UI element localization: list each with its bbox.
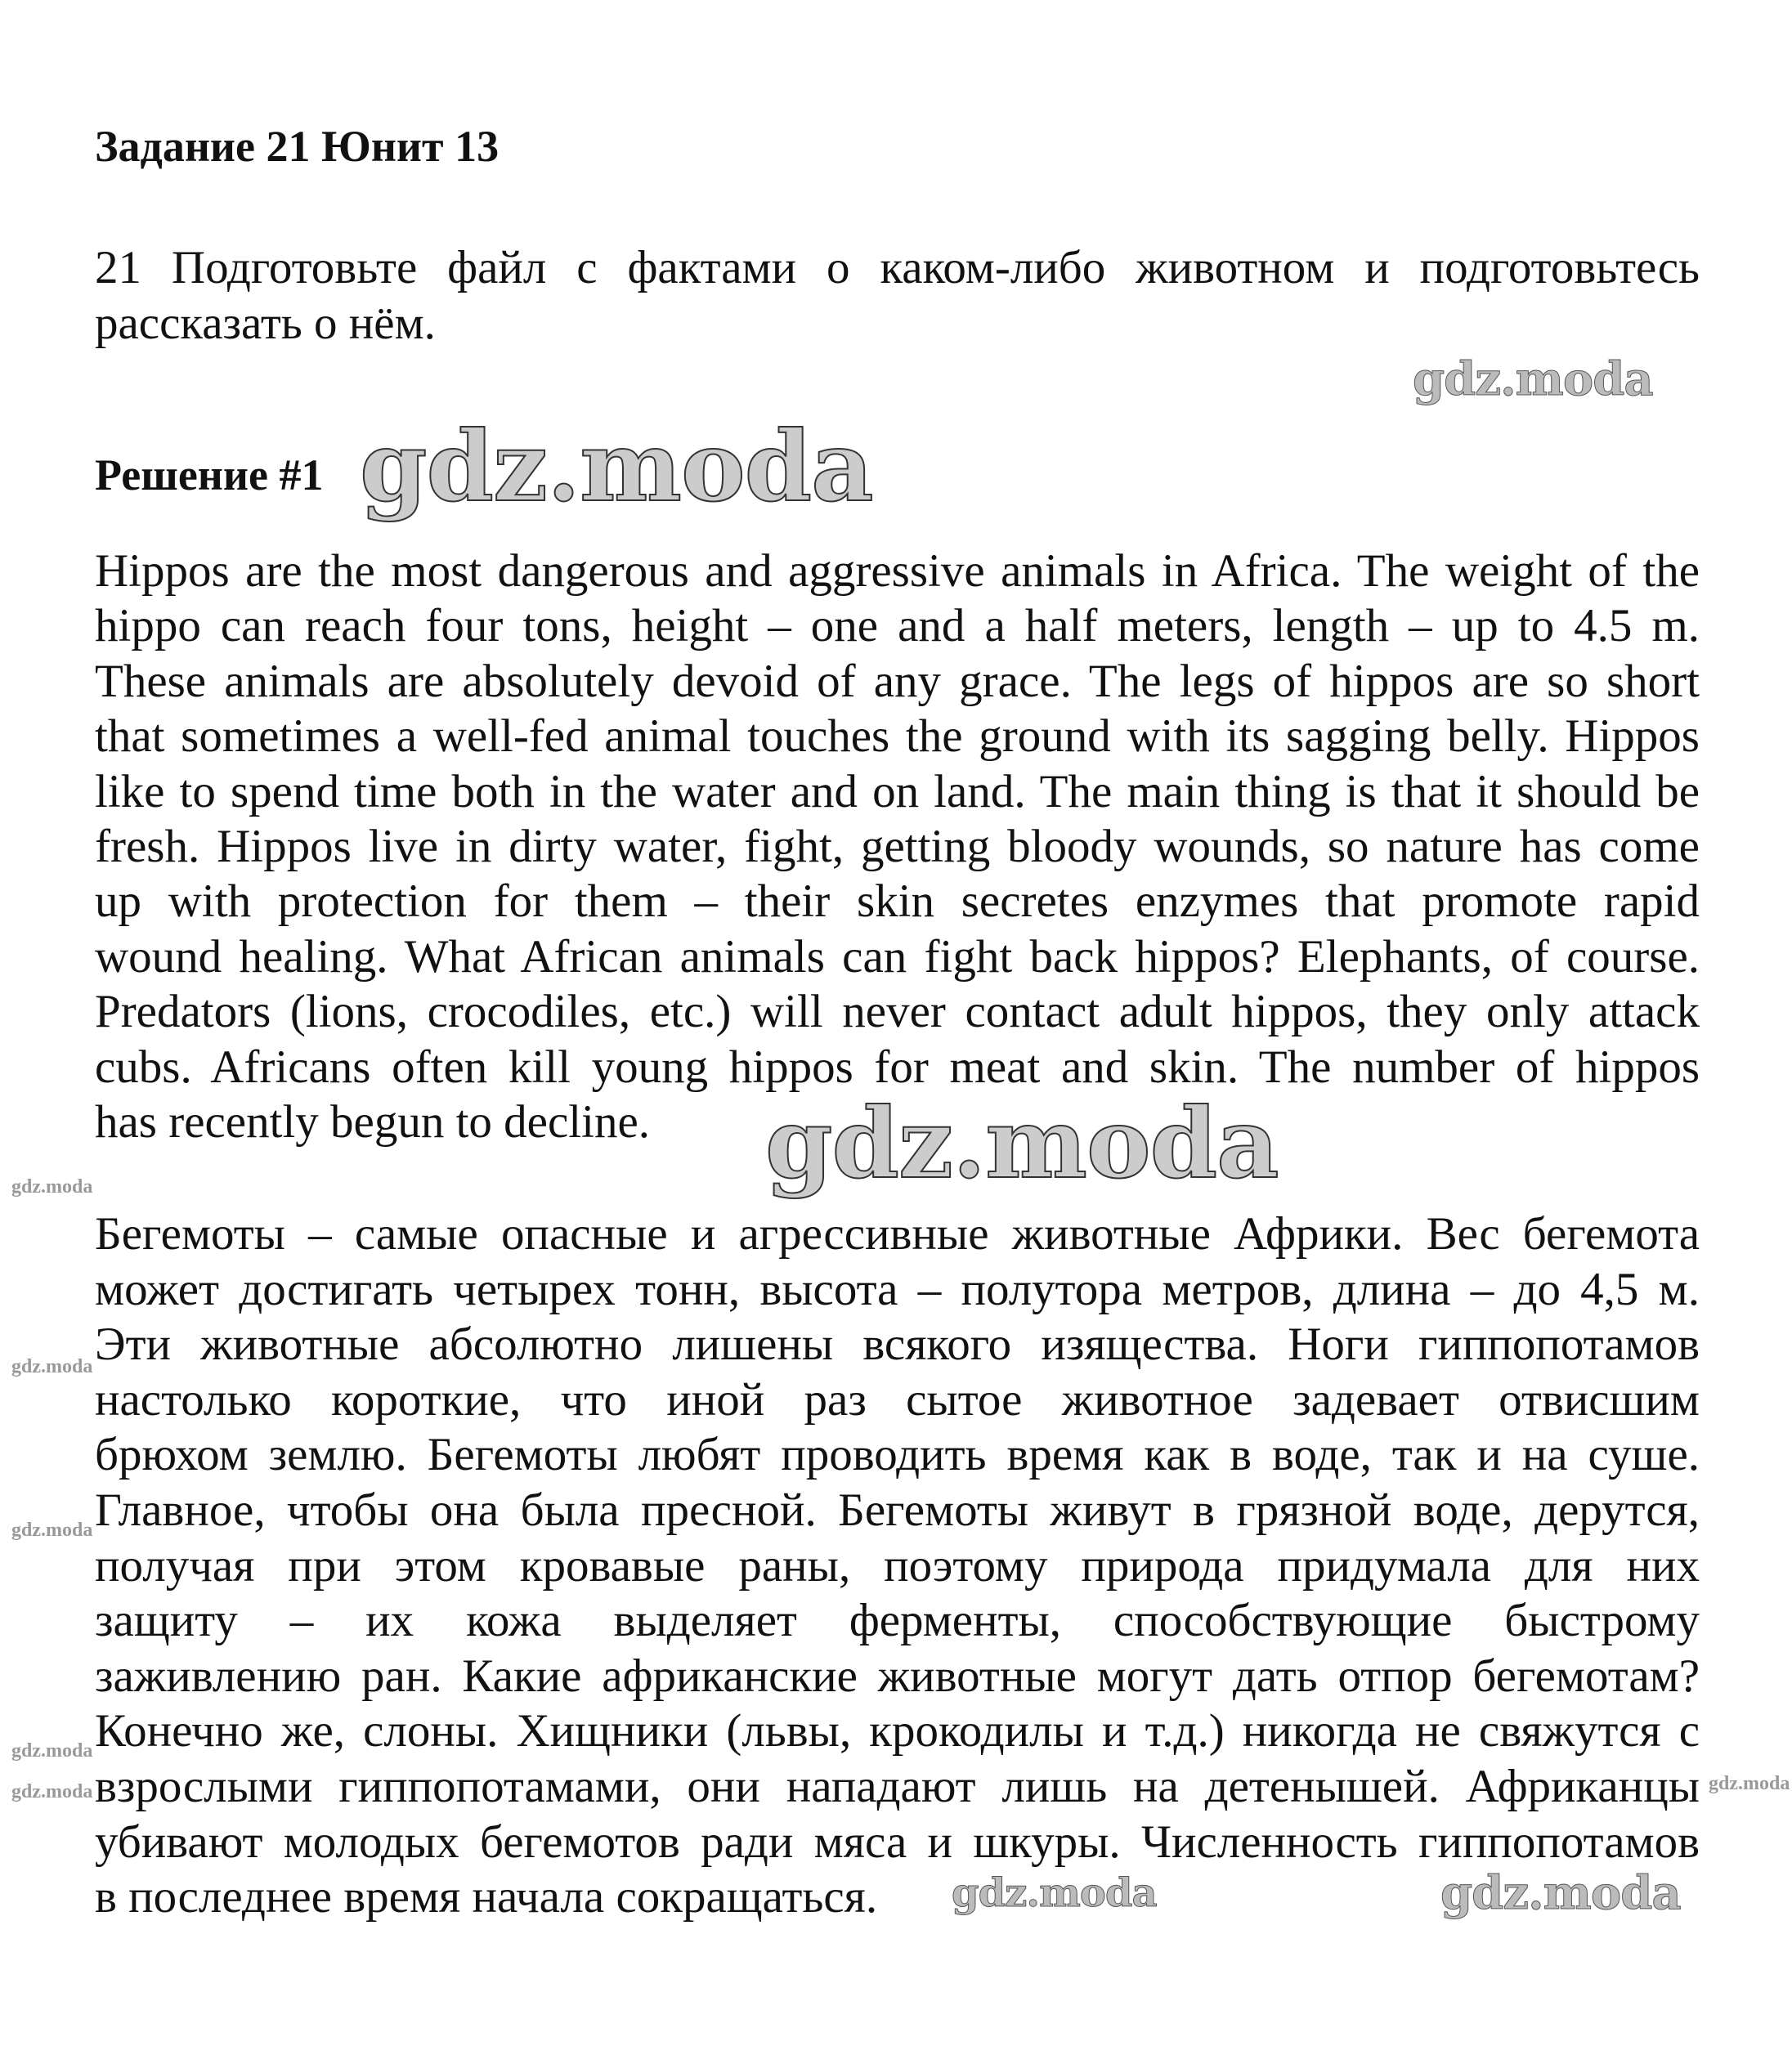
watermark-logo: gdz.moda: [1709, 1773, 1790, 1794]
watermark-logo: gdz.moda: [11, 1520, 93, 1541]
text-line: получая при этом кровавые раны, поэтому природа придумала для них: [95, 1539, 1700, 1592]
watermark-logo: gdz.moda: [11, 1176, 93, 1198]
text-line: wound healing. What African animals can fight back hippos? Elephants, of course.: [95, 930, 1700, 983]
text-line: cubs. Africans often kill young hippos for meat and skin. The number of hippos: [95, 1041, 1700, 1093]
watermark-logo: gdz.moda: [952, 1870, 1157, 1916]
text-line: fresh. Hippos live in dirty water, fight, getting bloody wounds, so nature has come: [95, 821, 1700, 872]
text-line: has recently begun to decline.: [95, 1096, 650, 1148]
text-line: Бегемоты – самые опасные и агрессивные животные Африки. Вес бегемота: [95, 1208, 1700, 1260]
watermark-logo: gdz.moda: [1413, 352, 1653, 406]
text-line: Predators (lions, crocodiles, etc.) will never contact adult hippos, they only attack: [95, 986, 1700, 1038]
text-line: These animals are absolutely devoid of any grace. The legs of hippos are so short: [95, 655, 1700, 707]
text-line: в последнее время начала сокращаться.: [95, 1871, 878, 1923]
text-line: защиту – их кожа выделяет ферменты, способствующие быстрому: [95, 1595, 1700, 1647]
watermark-logo: gdz.moda: [765, 1086, 1279, 1200]
page-title: Задание 21 Юнит 13: [95, 122, 500, 171]
watermark-logo: gdz.moda: [11, 1740, 93, 1762]
text-line: настолько короткие, что иной раз сытое животное задевает отвисшим: [95, 1373, 1700, 1426]
text-line: up with protection for them – their skin secretes enzymes that promote rapid: [95, 875, 1700, 928]
watermark-logo: gdz.moda: [11, 1356, 93, 1377]
text-line: 21 Подготовьте файл с фактами о каком-либо животном и подготовьтесь: [95, 242, 1700, 293]
solution-heading: Решение #1: [95, 450, 324, 499]
text-line: Главное, чтобы она была пресной. Бегемоты живут в грязной воде, дерутся,: [95, 1484, 1700, 1536]
text-line: брюхом землю. Бегемоты любят проводить время как в воде, так и на суше.: [95, 1429, 1700, 1481]
text-line: заживлению ран. Какие африканские животные могут дать отпор бегемотам?: [95, 1650, 1700, 1702]
text-line: Hippos are the most dangerous and aggressive animals in Africa. The weight of the: [95, 545, 1700, 597]
text-line: that sometimes a well-fed animal touches the ground with its sagging belly. Hippos: [95, 710, 1700, 763]
text-line: может достигать четырех тонн, высота – полутора метров, длина – до 4,5 м.: [95, 1263, 1700, 1315]
text-line: hippo can reach four tons, height – one and a half meters, length – up to 4.5 m.: [95, 600, 1700, 652]
watermark-logo: gdz.moda: [360, 410, 873, 523]
text-line: рассказать о нём.: [95, 298, 436, 349]
text-line: like to spend time both in the water and on land. The main thing is that it should be: [95, 765, 1700, 817]
text-line: Эти животные абсолютно лишены всякого изящества. Ноги гиппопотамов: [95, 1319, 1700, 1371]
watermark-logo: gdz.moda: [1440, 1866, 1681, 1920]
text-line: Конечно же, слоны. Хищники (львы, крокодилы и т.д.) никогда не свяжутся с: [95, 1705, 1700, 1757]
watermark-logo: gdz.moda: [11, 1781, 93, 1802]
text-line: убивают молодых бегемотов ради мяса и шкуры. Численность гиппопотамов: [95, 1815, 1700, 1868]
text-line: взрослыми гиппопотамами, они нападают лишь на детенышей. Африканцы: [95, 1761, 1700, 1812]
